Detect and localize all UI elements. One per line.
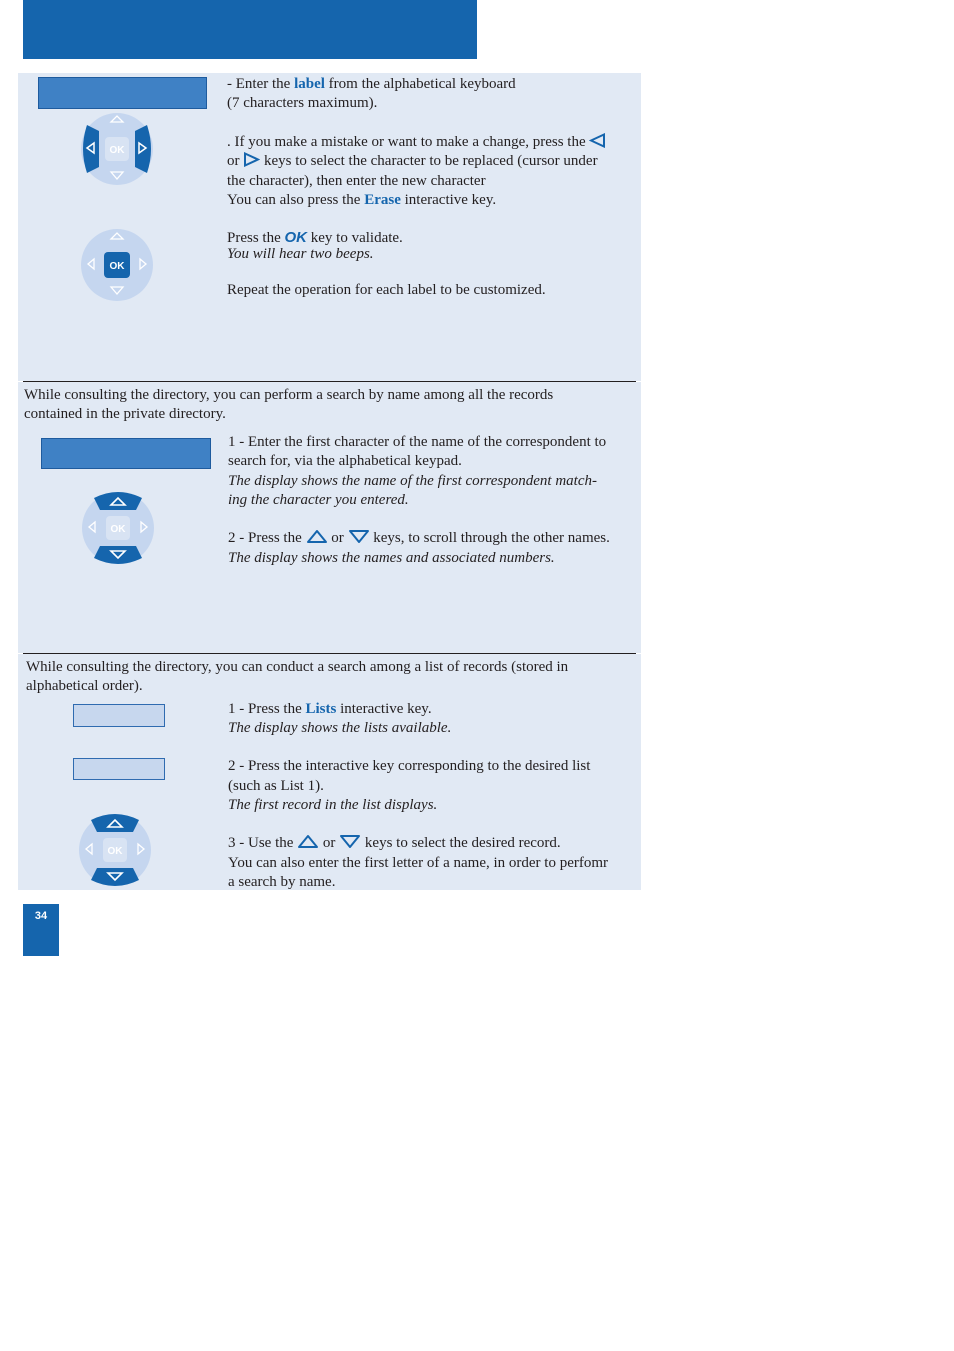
- s3-step3c: a search by name.: [228, 874, 336, 890]
- list-select-softkey[interactable]: [73, 758, 165, 780]
- s2-step2b: The display shows the names and associated numbers.: [228, 550, 555, 566]
- svg-text:OK: OK: [107, 846, 123, 857]
- svg-text:OK: OK: [109, 145, 125, 156]
- s3-step2b: (such as List 1).: [228, 778, 324, 794]
- s2-step1b: search for, via the alphabetical keypad.: [228, 453, 462, 469]
- s2-step1c: The display shows the name of the first correspondent match-: [228, 473, 597, 489]
- s3-step1b: The display shows the lists available.: [228, 720, 452, 736]
- down-arrow-key-icon: [339, 834, 361, 849]
- svg-text:OK: OK: [109, 261, 125, 272]
- navigation-pad-left-right-icon: [77, 109, 157, 189]
- label-keyword: label: [294, 76, 325, 92]
- s2-step1d: ing the character you entered.: [228, 492, 409, 508]
- s2-step2: 2 - Press the or keys, to scroll through the other names.: [228, 530, 610, 546]
- s2-intro2: contained in the private directory.: [24, 406, 226, 422]
- navigation-pad-up-down-icon: [75, 810, 155, 890]
- up-arrow-key-icon: [306, 529, 328, 544]
- left-arrow-key-icon: [589, 133, 606, 148]
- svg-text:OK: OK: [110, 524, 126, 535]
- s1-line9: Repeat the operation for each label to be customized.: [227, 282, 546, 298]
- display-screen: [41, 438, 211, 469]
- header-bar: [23, 0, 477, 59]
- s1-line3: . If you make a mistake or want to make a change, press the: [227, 133, 606, 153]
- ok-key-icon: OK: [284, 229, 307, 246]
- right-arrow-key-icon: [243, 152, 260, 167]
- display-screen: [38, 77, 207, 109]
- s3-step3b: You can also enter the first letter of a name, in order to perfomr: [228, 855, 609, 871]
- up-arrow-key-icon: [297, 834, 319, 849]
- s1-line2: (7 characters maximum).: [227, 95, 378, 111]
- s1-line5: the character), then enter the new character: [227, 173, 486, 189]
- down-arrow-key-icon: [348, 529, 370, 544]
- s1-line1: - Enter the label from the alphabetical keyboard: [227, 76, 516, 92]
- s1-line6: You can also press the Erase interactive key.: [227, 192, 497, 208]
- s3-intro1: While consulting the directory, you can conduct a search among a list of records (stored in: [26, 659, 569, 675]
- s1-line8: You will hear two beeps.: [227, 246, 374, 262]
- s3-step1: 1 - Press the Lists interactive key.: [228, 701, 432, 717]
- s3-step2a: 2 - Press the interactive key corresponding to the desired list: [228, 758, 591, 774]
- s1-line7: Press the OK key to validate.: [227, 229, 403, 246]
- erase-keyword: Erase: [364, 192, 401, 208]
- s2-intro1: While consulting the directory, you can perform a search by name among all the records: [24, 387, 554, 403]
- lists-softkey[interactable]: [73, 704, 165, 727]
- s2-step1a: 1 - Enter the first character of the name of the correspondent to: [228, 434, 607, 450]
- navigation-pad-ok-icon: [77, 225, 157, 305]
- s1-line4: or keys to select the character to be replaced (cursor under: [227, 153, 598, 169]
- lists-keyword: Lists: [305, 701, 337, 717]
- navigation-pad-up-down-icon: [78, 488, 158, 568]
- s3-step3: 3 - Use the or keys to select the desired record.: [228, 835, 561, 851]
- page-number: 34: [23, 904, 59, 956]
- s3-intro2: alphabetical order).: [26, 678, 143, 694]
- s3-step2c: The first record in the list displays.: [228, 797, 438, 813]
